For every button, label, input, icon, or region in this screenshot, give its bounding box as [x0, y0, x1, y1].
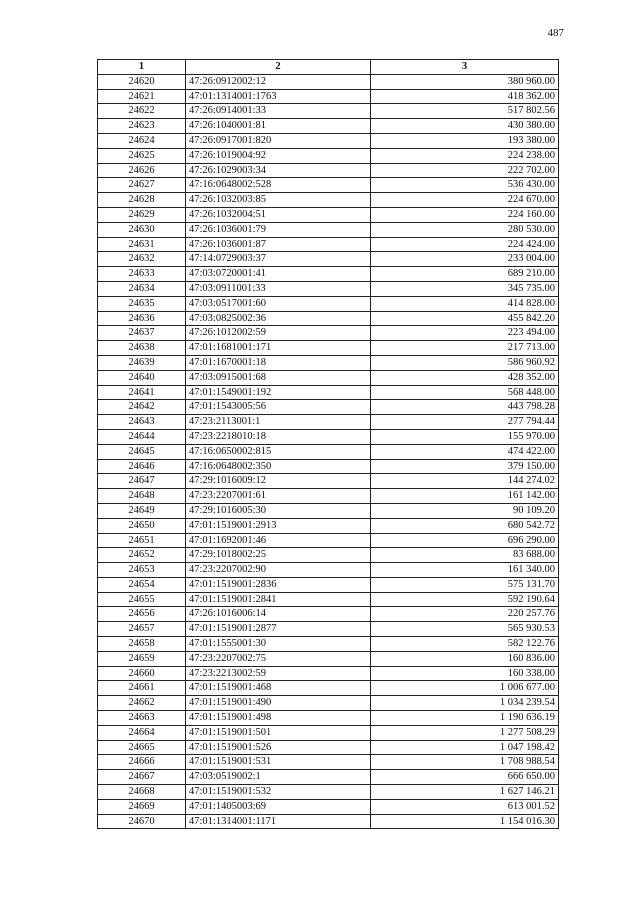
column-header-1: 1 [98, 60, 186, 75]
cadastral-number-cell: 47:01:1519001:490 [186, 696, 371, 711]
table-row [98, 193, 559, 208]
cadastral-value-cell: 379 150.00 [371, 459, 559, 474]
cadastral-value-cell: 277 794.44 [371, 415, 559, 430]
table-row [98, 281, 559, 296]
table-row [98, 370, 559, 385]
cadastral-number-cell: 47:26:0917001:820 [186, 133, 371, 148]
row-number-cell: 24649 [98, 503, 186, 518]
cadastral-number-cell: 47:16:0650002:815 [186, 444, 371, 459]
row-number-cell: 24644 [98, 429, 186, 444]
row-number-cell: 24658 [98, 637, 186, 652]
cadastral-value-cell: 689 210.00 [371, 267, 559, 282]
cadastral-number-cell: 47:01:1519001:2913 [186, 518, 371, 533]
table-row [98, 267, 559, 282]
table-header-row [98, 60, 559, 75]
cadastral-number-cell: 47:03:0519002:1 [186, 770, 371, 785]
cadastral-number-cell: 47:01:1543005:56 [186, 400, 371, 415]
cadastral-value-cell: 161 340.00 [371, 563, 559, 578]
cadastral-number-cell: 47:23:2207002:75 [186, 651, 371, 666]
cadastral-value-cell: 160 836.00 [371, 651, 559, 666]
cadastral-value-cell: 160 338.00 [371, 666, 559, 681]
page-number: 487 [547, 27, 564, 39]
cadastral-value-cell: 83 688.00 [371, 548, 559, 563]
cadastral-number-cell: 47:26:1012002:59 [186, 326, 371, 341]
cadastral-number-cell: 47:01:1314001:1763 [186, 89, 371, 104]
cadastral-number-cell: 47:01:1519001:498 [186, 711, 371, 726]
cadastral-number-cell: 47:29:1016009:12 [186, 474, 371, 489]
row-number-cell: 24638 [98, 341, 186, 356]
cadastral-number-cell: 47:01:1692001:46 [186, 533, 371, 548]
table-row [98, 799, 559, 814]
table-row [98, 326, 559, 341]
row-number-cell: 24664 [98, 725, 186, 740]
cadastral-number-cell: 47:01:1519001:526 [186, 740, 371, 755]
cadastral-value-cell: 1 034 239.54 [371, 696, 559, 711]
cadastral-value-cell: 217 713.00 [371, 341, 559, 356]
table-row [98, 296, 559, 311]
cadastral-number-cell: 47:01:1405003:69 [186, 799, 371, 814]
cadastral-value-cell: 1 708 988.54 [371, 755, 559, 770]
row-number-cell: 24643 [98, 415, 186, 430]
table-row [98, 178, 559, 193]
cadastral-number-cell: 47:03:0915001:68 [186, 370, 371, 385]
table-row [98, 755, 559, 770]
cadastral-number-cell: 47:01:1549001:192 [186, 385, 371, 400]
row-number-cell: 24639 [98, 355, 186, 370]
cadastral-value-cell: 224 424.00 [371, 237, 559, 252]
table-row [98, 607, 559, 622]
row-number-cell: 24647 [98, 474, 186, 489]
cadastral-value-cell: 1 006 677.00 [371, 681, 559, 696]
table-row [98, 577, 559, 592]
cadastral-number-cell: 47:01:1519001:531 [186, 755, 371, 770]
cadastral-value-table [97, 59, 559, 829]
cadastral-number-cell: 47:01:1519001:2836 [186, 577, 371, 592]
cadastral-number-cell: 47:03:0517001:60 [186, 296, 371, 311]
row-number-cell: 24662 [98, 696, 186, 711]
cadastral-number-cell: 47:26:1040001:81 [186, 119, 371, 134]
cadastral-number-cell: 47:26:1036001:79 [186, 222, 371, 237]
cadastral-value-cell: 155 970.00 [371, 429, 559, 444]
cadastral-value-cell: 430 380.00 [371, 119, 559, 134]
row-number-cell: 24656 [98, 607, 186, 622]
table-row [98, 592, 559, 607]
row-number-cell: 24652 [98, 548, 186, 563]
table-row [98, 503, 559, 518]
table-row [98, 74, 559, 89]
row-number-cell: 24633 [98, 267, 186, 282]
row-number-cell: 24654 [98, 577, 186, 592]
cadastral-value-cell: 517 802.56 [371, 104, 559, 119]
table-row [98, 104, 559, 119]
cadastral-number-cell: 47:16:0648002:528 [186, 178, 371, 193]
cadastral-number-cell: 47:23:2218010:18 [186, 429, 371, 444]
cadastral-value-cell: 1 627 146.21 [371, 785, 559, 800]
cadastral-value-cell: 144 274.02 [371, 474, 559, 489]
row-number-cell: 24637 [98, 326, 186, 341]
row-number-cell: 24634 [98, 281, 186, 296]
table-row [98, 415, 559, 430]
cadastral-number-cell: 47:23:2113001:1 [186, 415, 371, 430]
cadastral-value-cell: 90 109.20 [371, 503, 559, 518]
row-number-cell: 24629 [98, 207, 186, 222]
row-number-cell: 24655 [98, 592, 186, 607]
table-row [98, 355, 559, 370]
table-row [98, 89, 559, 104]
cadastral-number-cell: 47:01:1519001:2841 [186, 592, 371, 607]
cadastral-number-cell: 47:26:1029003:34 [186, 163, 371, 178]
cadastral-number-cell: 47:29:1016005:30 [186, 503, 371, 518]
table-row [98, 489, 559, 504]
cadastral-value-cell: 418 362.00 [371, 89, 559, 104]
cadastral-number-cell: 47:26:1032003:85 [186, 193, 371, 208]
cadastral-value-cell: 443 798.28 [371, 400, 559, 415]
cadastral-number-cell: 47:03:0911001:33 [186, 281, 371, 296]
cadastral-value-cell: 455 842.20 [371, 311, 559, 326]
cadastral-number-cell: 47:23:2207001:61 [186, 489, 371, 504]
cadastral-value-cell: 224 160.00 [371, 207, 559, 222]
row-number-cell: 24626 [98, 163, 186, 178]
cadastral-number-cell: 47:01:1519001:532 [186, 785, 371, 800]
cadastral-number-cell: 47:26:1036001:87 [186, 237, 371, 252]
cadastral-number-cell: 47:23:2213002:59 [186, 666, 371, 681]
row-number-cell: 24642 [98, 400, 186, 415]
row-number-cell: 24663 [98, 711, 186, 726]
cadastral-number-cell: 47:01:1670001:18 [186, 355, 371, 370]
cadastral-number-cell: 47:01:1519001:501 [186, 725, 371, 740]
table-row [98, 622, 559, 637]
cadastral-value-cell: 536 430.00 [371, 178, 559, 193]
row-number-cell: 24631 [98, 237, 186, 252]
cadastral-number-cell: 47:26:1032004:51 [186, 207, 371, 222]
table-row [98, 252, 559, 267]
row-number-cell: 24628 [98, 193, 186, 208]
row-number-cell: 24645 [98, 444, 186, 459]
column-header-2: 2 [186, 60, 371, 75]
row-number-cell: 24632 [98, 252, 186, 267]
row-number-cell: 24665 [98, 740, 186, 755]
cadastral-number-cell: 47:01:1681001:171 [186, 341, 371, 356]
row-number-cell: 24640 [98, 370, 186, 385]
row-number-cell: 24668 [98, 785, 186, 800]
cadastral-value-cell: 224 670.00 [371, 193, 559, 208]
table-row [98, 814, 559, 829]
table-row [98, 637, 559, 652]
table-row [98, 459, 559, 474]
table-row [98, 148, 559, 163]
cadastral-number-cell: 47:26:1019004:92 [186, 148, 371, 163]
row-number-cell: 24630 [98, 222, 186, 237]
cadastral-value-cell: 428 352.00 [371, 370, 559, 385]
table-row [98, 163, 559, 178]
row-number-cell: 24620 [98, 74, 186, 89]
cadastral-number-cell: 47:03:0720001:41 [186, 267, 371, 282]
table-row [98, 740, 559, 755]
cadastral-value-cell: 220 257.76 [371, 607, 559, 622]
table-row [98, 385, 559, 400]
row-number-cell: 24660 [98, 666, 186, 681]
row-number-cell: 24669 [98, 799, 186, 814]
row-number-cell: 24653 [98, 563, 186, 578]
table-row [98, 725, 559, 740]
cadastral-value-cell: 1 047 198.42 [371, 740, 559, 755]
table-row [98, 222, 559, 237]
row-number-cell: 24622 [98, 104, 186, 119]
cadastral-value-cell: 414 828.00 [371, 296, 559, 311]
table-row [98, 563, 559, 578]
column-header-3: 3 [371, 60, 559, 75]
row-number-cell: 24648 [98, 489, 186, 504]
table-row [98, 133, 559, 148]
table-row [98, 400, 559, 415]
table-row [98, 651, 559, 666]
table-row [98, 696, 559, 711]
cadastral-number-cell: 47:01:1519001:468 [186, 681, 371, 696]
cadastral-value-cell: 613 001.52 [371, 799, 559, 814]
table-row [98, 207, 559, 222]
row-number-cell: 24666 [98, 755, 186, 770]
row-number-cell: 24651 [98, 533, 186, 548]
cadastral-number-cell: 47:26:0912002:12 [186, 74, 371, 89]
row-number-cell: 24670 [98, 814, 186, 829]
row-number-cell: 24661 [98, 681, 186, 696]
table-row [98, 444, 559, 459]
row-number-cell: 24641 [98, 385, 186, 400]
cadastral-value-cell: 586 960.92 [371, 355, 559, 370]
table-row [98, 785, 559, 800]
row-number-cell: 24646 [98, 459, 186, 474]
table-row [98, 548, 559, 563]
row-number-cell: 24667 [98, 770, 186, 785]
cadastral-value-cell: 568 448.00 [371, 385, 559, 400]
cadastral-value-cell: 233 004.00 [371, 252, 559, 267]
row-number-cell: 24635 [98, 296, 186, 311]
row-number-cell: 24623 [98, 119, 186, 134]
cadastral-value-cell: 193 380.00 [371, 133, 559, 148]
table-row [98, 237, 559, 252]
cadastral-number-cell: 47:01:1555001:30 [186, 637, 371, 652]
table-row [98, 711, 559, 726]
cadastral-value-cell: 1 190 636.19 [371, 711, 559, 726]
table-row [98, 429, 559, 444]
cadastral-number-cell: 47:01:1519001:2877 [186, 622, 371, 637]
table-row [98, 681, 559, 696]
table-row [98, 341, 559, 356]
cadastral-value-cell: 565 930.53 [371, 622, 559, 637]
cadastral-number-cell: 47:29:1018002:25 [186, 548, 371, 563]
table-row [98, 119, 559, 134]
cadastral-value-cell: 1 277 508.29 [371, 725, 559, 740]
cadastral-value-cell: 223 494.00 [371, 326, 559, 341]
cadastral-number-cell: 47:26:1016006:14 [186, 607, 371, 622]
cadastral-value-cell: 582 122.76 [371, 637, 559, 652]
cadastral-value-cell: 345 735.00 [371, 281, 559, 296]
table-row [98, 311, 559, 326]
cadastral-value-cell: 161 142.00 [371, 489, 559, 504]
table-row [98, 666, 559, 681]
cadastral-number-cell: 47:26:0914001:33 [186, 104, 371, 119]
table-row [98, 533, 559, 548]
cadastral-number-cell: 47:01:1314001:1171 [186, 814, 371, 829]
cadastral-value-cell: 280 530.00 [371, 222, 559, 237]
row-number-cell: 24659 [98, 651, 186, 666]
cadastral-value-cell: 666 650.00 [371, 770, 559, 785]
cadastral-value-cell: 380 960.00 [371, 74, 559, 89]
cadastral-value-cell: 222 702.00 [371, 163, 559, 178]
row-number-cell: 24627 [98, 178, 186, 193]
row-number-cell: 24636 [98, 311, 186, 326]
table-row [98, 474, 559, 489]
row-number-cell: 24650 [98, 518, 186, 533]
cadastral-value-cell: 680 542.72 [371, 518, 559, 533]
cadastral-value-cell: 224 238.00 [371, 148, 559, 163]
row-number-cell: 24621 [98, 89, 186, 104]
cadastral-value-cell: 474 422.00 [371, 444, 559, 459]
cadastral-number-cell: 47:16:0648002:350 [186, 459, 371, 474]
cadastral-number-cell: 47:14:0729003:37 [186, 252, 371, 267]
cadastral-value-cell: 1 154 016.30 [371, 814, 559, 829]
cadastral-number-cell: 47:23:2207002:90 [186, 563, 371, 578]
table-row [98, 770, 559, 785]
row-number-cell: 24657 [98, 622, 186, 637]
cadastral-value-cell: 696 290.00 [371, 533, 559, 548]
row-number-cell: 24625 [98, 148, 186, 163]
cadastral-value-cell: 575 131.70 [371, 577, 559, 592]
cadastral-value-cell: 592 190.64 [371, 592, 559, 607]
cadastral-number-cell: 47:03:0825002:36 [186, 311, 371, 326]
table-row [98, 518, 559, 533]
row-number-cell: 24624 [98, 133, 186, 148]
